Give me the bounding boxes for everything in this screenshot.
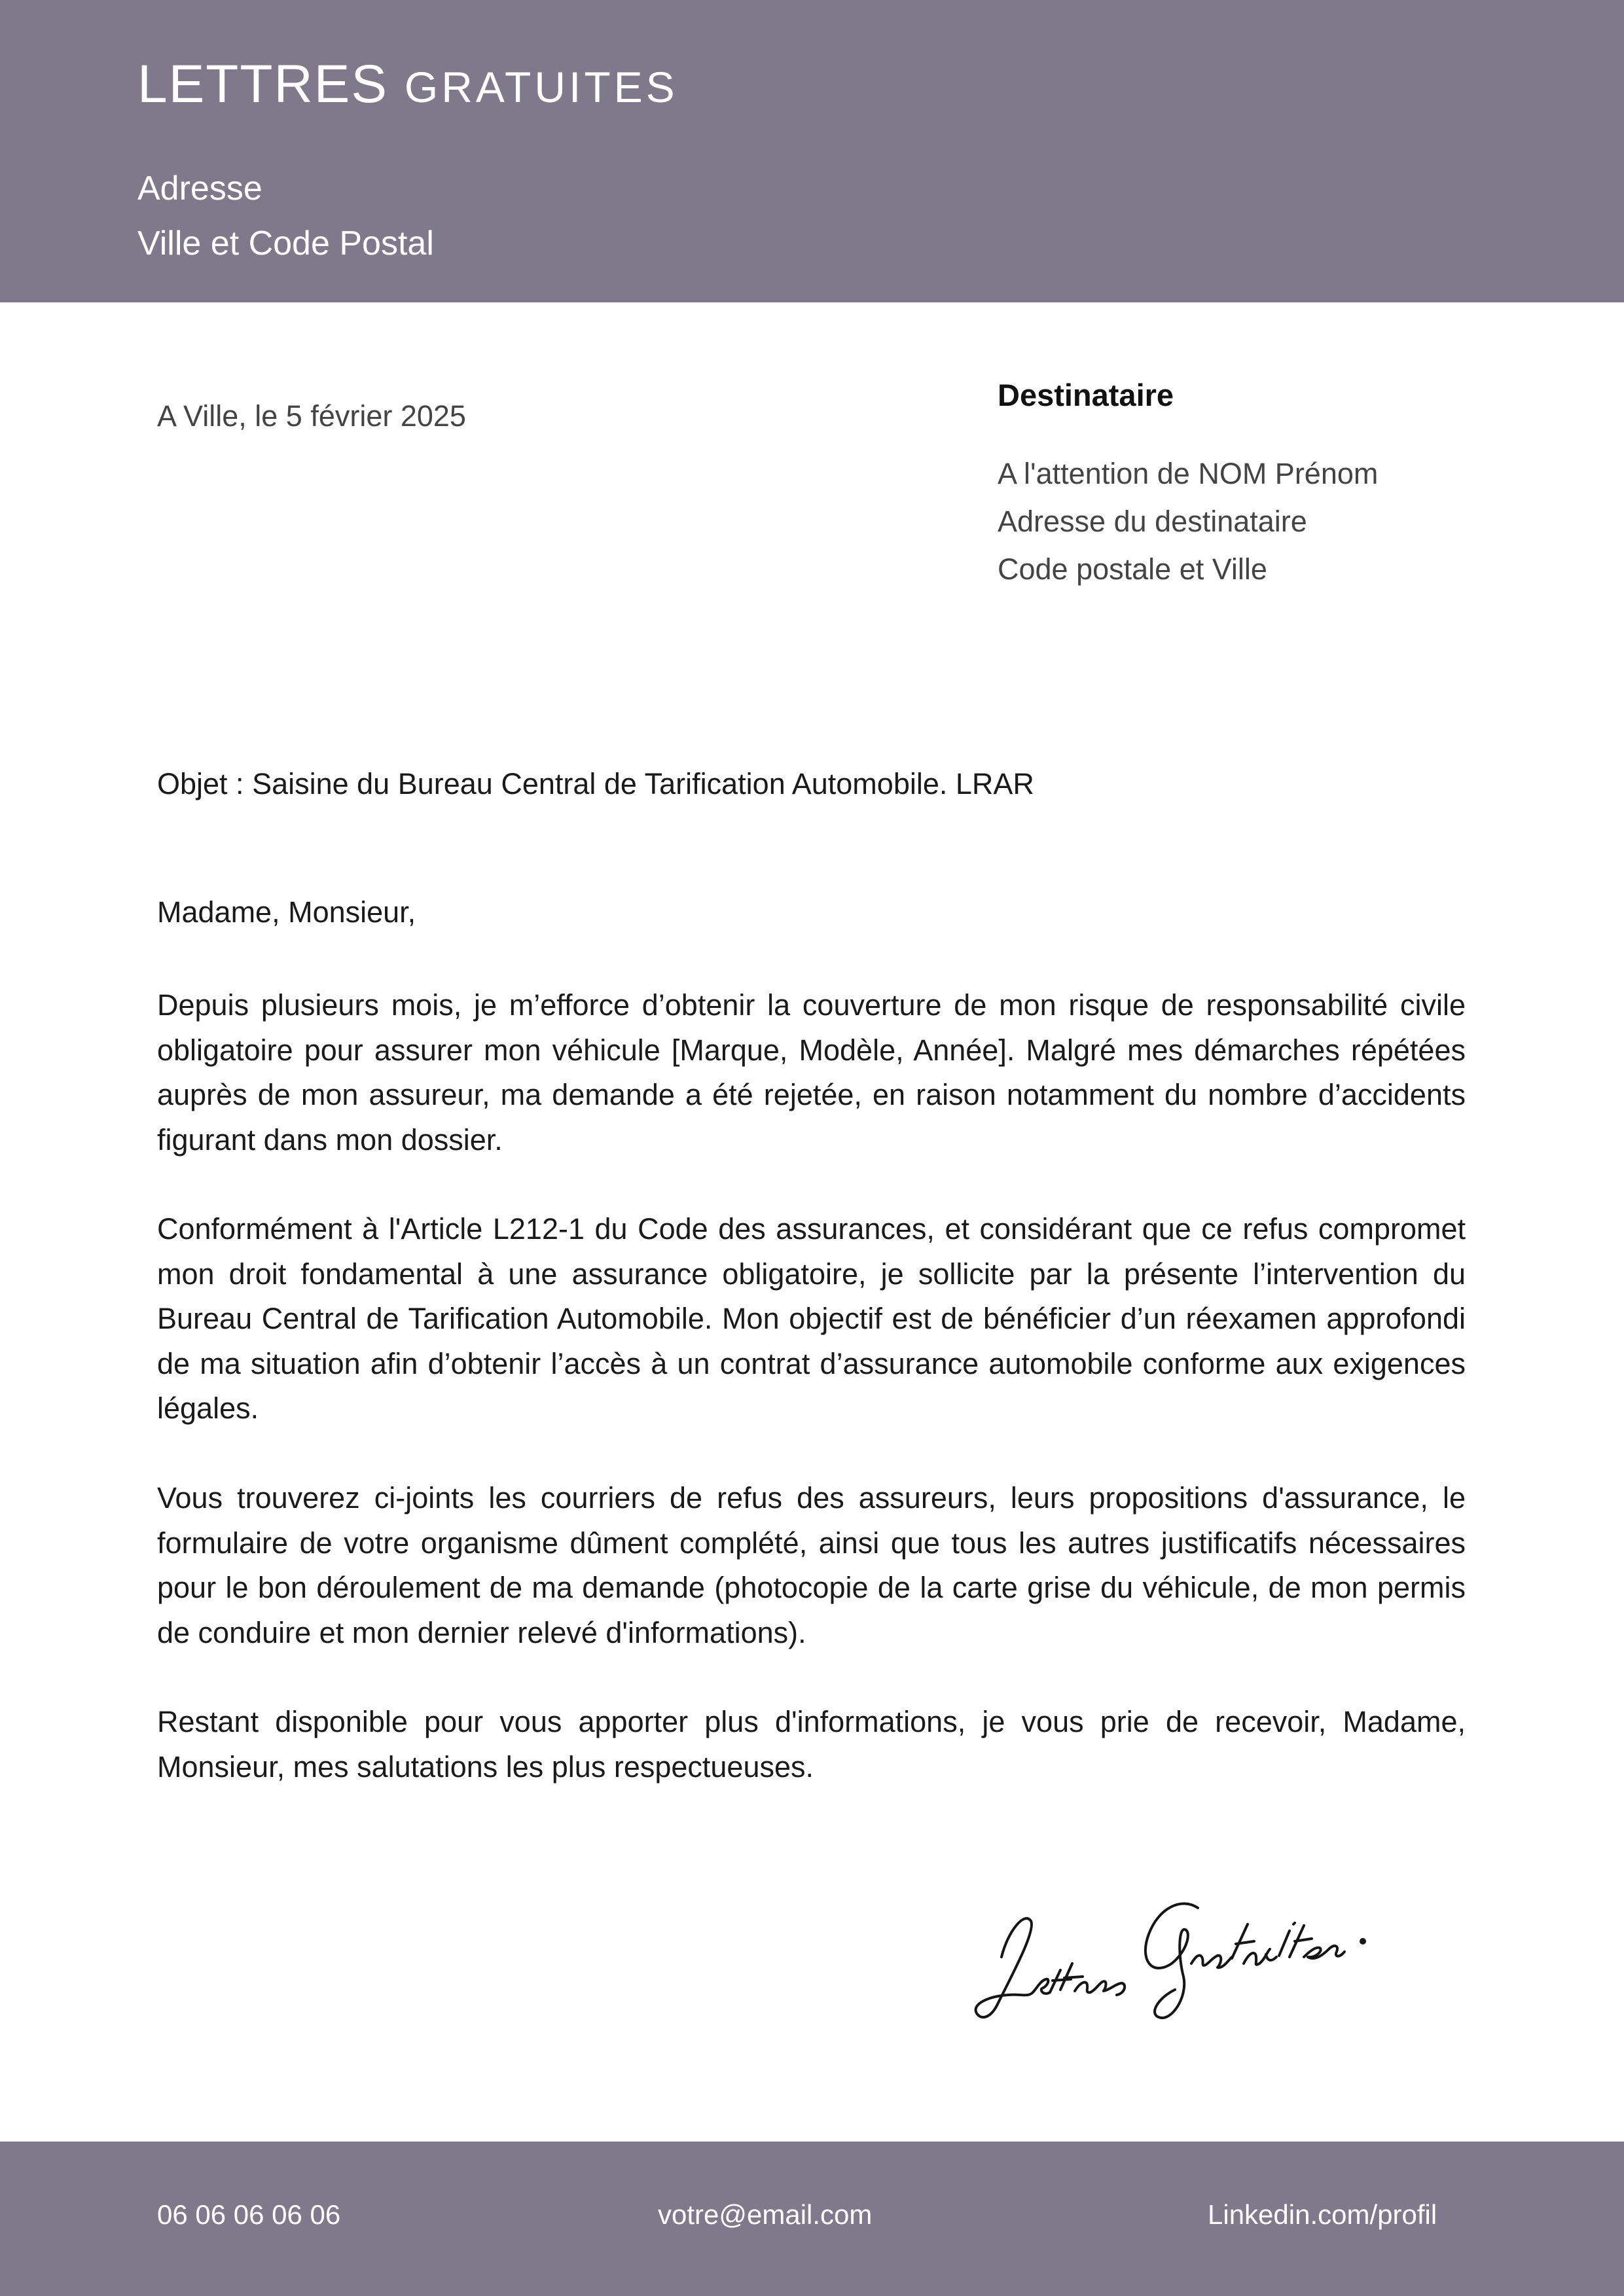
footer-linkedin: Linkedin.com/profil — [1208, 2199, 1437, 2230]
recipient-address: Adresse du destinataire — [998, 505, 1307, 538]
letter-subject: Objet : Saisine du Bureau Central de Tarification Automobile. LRAR — [157, 767, 1034, 800]
body-paragraph-3: Vous trouverez ci-joints les courriers de refus des assureurs, leurs propositions d'assurance, le formulaire de votre organisme dûment complété, ainsi que tous les autres justificatifs nécessaires pour le bon déroulement de ma demande (photocopie de la carte grise du véhicule, de mon permis de conduire et mon dernier relevé d'informations). — [157, 1481, 1466, 1649]
body-paragraph-2: Conformément à l'Article L212-1 du Code des assurances, et considérant que ce refus compromet mon droit fondamental à une assurance obligatoire, je sollicite par la présente l’intervention du Bureau Central de Tarification Automobile. Mon objectif est de bénéficier d’un réexamen approfondi de ma situation afin d’obtenir l’accès à un contrat d’assurance automobile conforme aux exigences légales. — [157, 1212, 1466, 1425]
handwritten-signature — [962, 1859, 1381, 2036]
brand-title — [137, 54, 678, 115]
brand-title-small-caps: GRATUITES — [404, 63, 678, 111]
sender-address: Adresse — [137, 170, 262, 207]
letter-salutation: Madame, Monsieur, — [157, 895, 416, 929]
recipient-title: Destinataire — [998, 378, 1174, 412]
brand-title-main: LETTRES — [137, 54, 405, 114]
recipient-city: Code postale et Ville — [998, 552, 1267, 586]
sender-city: Ville et Code Postal — [137, 224, 434, 262]
signature-dot — [1360, 1938, 1366, 1945]
letter-date: A Ville, le 5 février 2025 — [157, 399, 466, 433]
footer-email: votre@email.com — [658, 2199, 873, 2230]
body-paragraph-4: Restant disponible pour vous apporter plus d'informations, je vous prie de recevoir, Madame, Monsieur, mes salutations les plus respectueuses. — [157, 1705, 1466, 1784]
body-paragraph-1: Depuis plusieurs mois, je m’efforce d’obtenir la couverture de mon risque de responsabilité civile obligatoire pour assurer mon véhicule [Marque, Modèle, Année]. Malgré mes démarches répétées auprès de mon assureur, ma demande a été rejetée, en raison notamment du nombre d’accidents figurant dans mon dossier. — [157, 988, 1466, 1157]
recipient-attention: A l'attention de NOM Prénom — [998, 457, 1379, 490]
footer-phone: 06 06 06 06 06 — [157, 2199, 341, 2230]
